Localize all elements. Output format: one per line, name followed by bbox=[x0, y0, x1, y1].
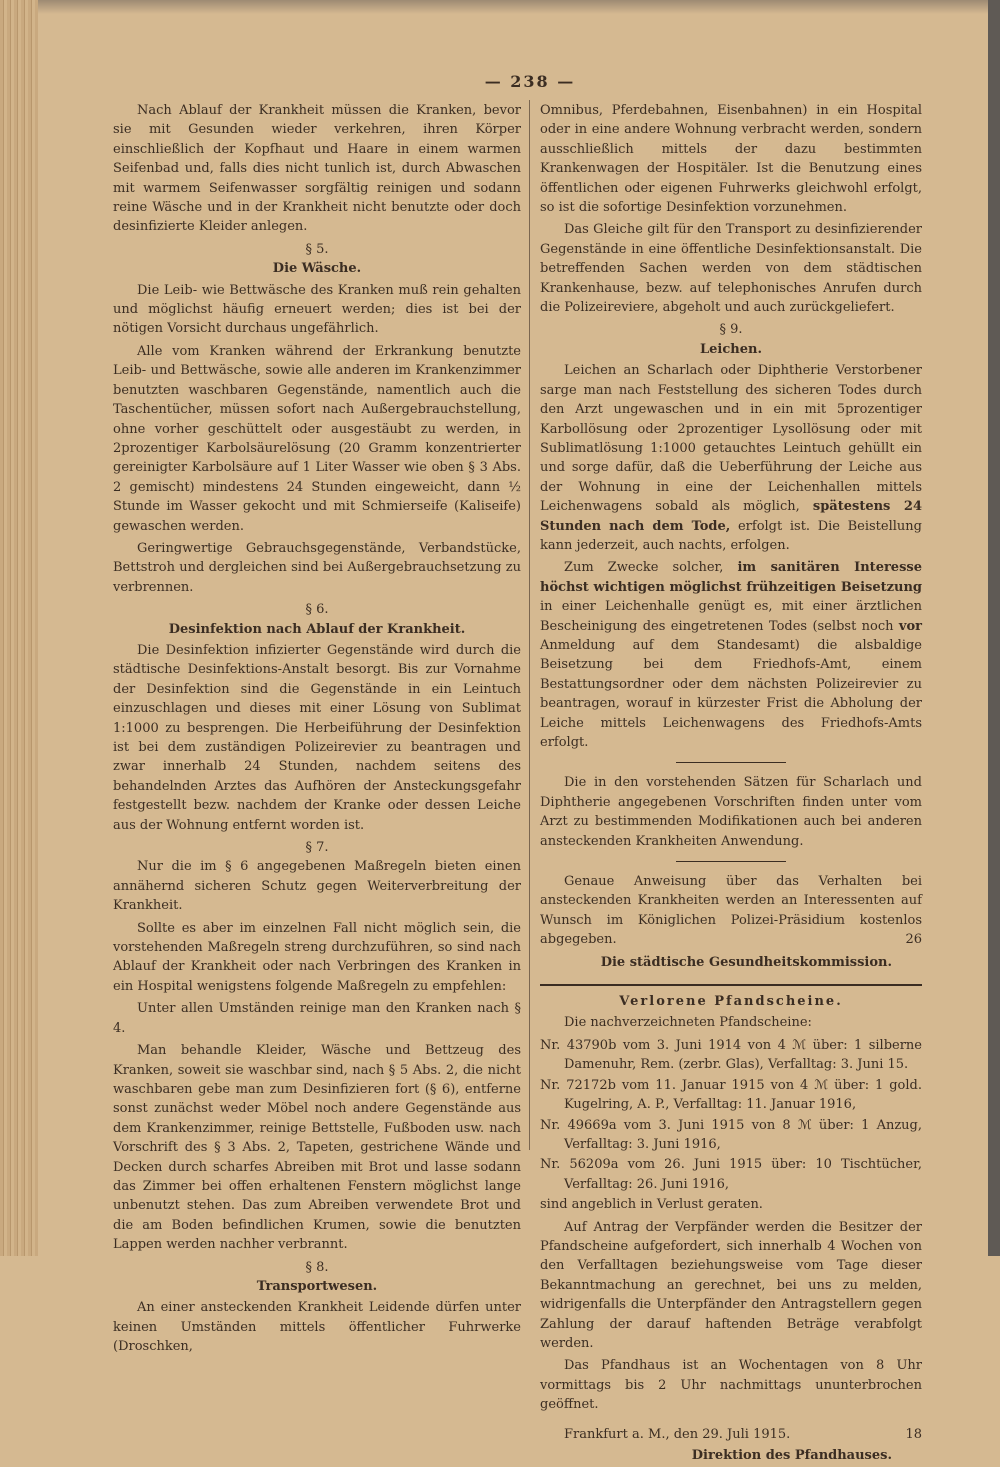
notice-separator bbox=[540, 984, 922, 986]
separator-rule bbox=[676, 762, 786, 763]
section-number: § 9. bbox=[719, 322, 743, 338]
scan-right-border bbox=[988, 0, 1000, 1256]
section-number: § 8. bbox=[305, 1259, 329, 1275]
paragraph bbox=[113, 1298, 521, 1356]
text-run: Die nachverzeichneten Pfandscheine: bbox=[564, 1015, 812, 1031]
paragraph bbox=[540, 361, 922, 555]
text-run: erfolgt ist. Die Beistellung kann jederzeit, auch nachts, erfolgen. bbox=[540, 518, 922, 553]
text-run: Die in den vorstehenden Sätzen für Scharlach und Diphtherie angegebenen Vorschriften finden unter vom Arzt zu bestimmenden Modifikationen auch bei anderen ansteckenden Krankheiten Anwendung. bbox=[540, 775, 922, 849]
text-run: Sollte es aber im einzelnen Fall nicht möglich sein, die vorstehenden Maßregeln streng durchzuführen, so sind nach Ablauf der Krankheit oder nach Verbringen des Kranken in ein Hospital wenigstens folgende Maßregeln zu empfehlen: bbox=[113, 920, 521, 994]
bold-text: spätestens 24 Stunden nach dem Tode, bbox=[540, 499, 922, 534]
signature: Die städtische Gesundheitskommission. bbox=[600, 954, 892, 970]
signature: Direktion des Pfandhauses. bbox=[691, 1448, 892, 1463]
paragraph bbox=[540, 101, 922, 217]
paragraph bbox=[540, 1116, 922, 1155]
text-run: Nr. 43790b vom 3. Juni 1914 von 4 ℳ über: 1 silberne Damenuhr, Rem. (zerbr. Glas), Verfalltag: 3. Juni 15. bbox=[540, 1037, 922, 1073]
paragraph bbox=[540, 1036, 922, 1075]
bold-text: vor bbox=[898, 618, 922, 634]
text-run: Geringwertige Gebrauchsgegenstände, Verbandstücke, Bettstroh und dergleichen sind bei Außergebrauchsetzung zu verbrennen. bbox=[113, 540, 521, 595]
scan-top-shadow bbox=[0, 0, 1000, 14]
paragraph bbox=[540, 220, 922, 317]
notice-number: 26 bbox=[905, 932, 922, 948]
text-run: Unter allen Umständen reinige man den Kranken nach § 4. bbox=[113, 1001, 521, 1036]
separator-rule bbox=[676, 861, 786, 862]
column-divider bbox=[529, 100, 530, 1150]
text-run: Zum Zwecke solcher, bbox=[564, 560, 738, 576]
text-run: Auf Antrag der Verpfänder werden die Besitzer der Pfandscheine aufgefordert, sich innerhalb 4 Wochen von den Verfalltagen beziehungsweise vom Tage dieser Bekanntmachung an gerechnet, bei uns zu melden, widrigenfalls die Unterpfänder den Antragstellern gegen Zahlung der darauf haftenden Beträge verabfolgt werden. bbox=[540, 1219, 922, 1351]
section-heading: Die Wäsche. bbox=[272, 261, 362, 277]
paragraph bbox=[540, 558, 922, 752]
left-column bbox=[113, 101, 521, 1360]
text-run: sind angeblich in Verlust geraten. bbox=[540, 1197, 763, 1213]
page-number: — 238 — bbox=[484, 72, 576, 91]
section-heading: Desinfektion nach Ablauf der Krankheit. bbox=[168, 621, 466, 637]
paragraph bbox=[113, 281, 521, 339]
text-run: Nur die im § 6 angegebenen Maßregeln bieten einen annähernd sicheren Schutz gegen Weiterverbreitung der Krankheit. bbox=[113, 859, 521, 914]
section-heading: Verlorene Pfandscheine. bbox=[619, 994, 843, 1010]
paragraph bbox=[540, 1218, 922, 1354]
paragraph bbox=[113, 342, 521, 536]
text-run: Leichen an Scharlach oder Diphtherie Verstorbener sarge man nach Feststellung des sicheren Todes durch den Arzt ungewaschen und in ein mit 5prozentiger Karbollösung oder 2prozentiger Lysollösung oder mit Sublimatlösung 1:1000 getauchtes Leintuch gehüllt ein und sorge dafür, daß die Ueberführung der Leiche aus der Wohnung in eine der Leichenhallen mittels Leichenwagens sobald als möglich, bbox=[540, 363, 922, 515]
dateline bbox=[540, 1425, 922, 1444]
section-heading: Leichen. bbox=[700, 341, 762, 357]
text-run: Die Leib- wie Bettwäsche des Kranken muß rein gehalten und möglichst häufig erneuert werden; dies ist bei der nötigen Vorsicht durchaus ungefährlich. bbox=[113, 282, 521, 337]
text-run: Das Pfandhaus ist an Wochentagen von 8 Uhr vormittags bis 2 Uhr nachmittags ununterbrochen geöffnet. bbox=[540, 1358, 922, 1413]
section-number: § 6. bbox=[305, 602, 329, 618]
section-heading: Transportwesen. bbox=[256, 1278, 378, 1294]
paragraph bbox=[540, 1155, 922, 1194]
paragraph bbox=[540, 1356, 922, 1414]
text-run: An einer ansteckenden Krankheit Leidende dürfen unter keinen Umständen mittels öffentlicher Fuhrwerke (Droschken, bbox=[113, 1300, 521, 1355]
text-run: Das Gleiche gilt für den Transport zu desinfizierender Gegenstände in eine öffentliche Desinfektionsanstalt. Die betreffenden Sachen werden von dem städtischen Krankenhause, bezw. auf telephonisches Anrufen durch die Polizeireviere, abgeholt und auch zurückgeliefert. bbox=[540, 222, 922, 316]
paragraph bbox=[113, 641, 521, 835]
paragraph bbox=[540, 773, 922, 851]
date-place: Frankfurt a. M., den 29. Juli 1915. bbox=[564, 1426, 791, 1442]
paragraph bbox=[113, 857, 521, 915]
section-number: § 7. bbox=[305, 840, 329, 856]
text-run: Anmeldung auf dem Standesamt) die alsbaldige Beisetzung bei dem Friedhofs-Amt, einem Bestattungsordner oder dem nächsten Polizeirevier zu beantragen, worauf in kürzester Frist die Abholung der Leiche mittels Leichenwagens des Friedhofs-Amts erfolgt. bbox=[540, 637, 922, 750]
text-run: Nr. 49669a vom 3. Juni 1915 von 8 ℳ über: 1 Anzug, Verfalltag: 3. Juni 1916, bbox=[540, 1117, 922, 1152]
text-run: Omnibus, Pferdebahnen, Eisenbahnen) in ein Hospital oder in eine andere Wohnung verbracht werden, sondern ausschließlich mittels der dazu bestimmten Krankenwagen der Hospitäler. Ist die Benutzung eines öffentlichen oder eigenen Fuhrwerks gleichwohl erfolgt, so ist die sofortige Desinfektion vorzunehmen. bbox=[540, 103, 922, 216]
book-page-edges bbox=[0, 0, 38, 1256]
paragraph bbox=[113, 101, 521, 237]
text-run: Die Desinfektion infizierter Gegenstände wird durch die städtische Desinfektions-Anstalt besorgt. Bis zur Vornahme der Desinfektion sind die Gegenstände in ein Leintuch einzuschlagen und dieses mit einer Lösung von Sublimat 1:1000 zu besprengen. Die Herbeiführung der Desinfektion ist bei dem zuständigen Polizeirevier zu beantragen und zwar innerhalb 24 Stunden, nachdem seitens des behandelnden Arztes das Aufhören der Ansteckungsgefahr festgestellt bezw. nachdem der Kranke oder dessen Leiche aus der Wohnung entfernt worden ist. bbox=[113, 642, 521, 833]
text-run: in einer Leichenhalle genügt es, mit einer ärztlichen Bescheinigung des eingetretenen Todes (selbst noch bbox=[540, 599, 922, 634]
paragraph bbox=[540, 1195, 922, 1214]
text-run: Nach Ablauf der Krankheit müssen die Kranken, bevor sie mit Gesunden wieder verkehren, ihren Körper einschließlich der Kopfhaut und Haare in einem warmen Seifenbad und, falls dies nicht tunlich ist, durch Abwaschen mit warmem Seifenwasser sorgfältig reinigen und sodann reine Wäsche und in der Krankheit nicht benutzte oder doch desinfizierte Kleider anlegen. bbox=[113, 103, 521, 235]
bold-text: im sanitären Interesse höchst wichtigen möglichst frühzeitigen Beisetzung bbox=[540, 560, 922, 595]
paragraph bbox=[540, 872, 922, 950]
paragraph bbox=[113, 919, 521, 997]
right-column bbox=[540, 101, 922, 1467]
text-run: Genaue Anweisung über das Verhalten bei ansteckenden Krankheiten werden an Interessenten auf Wunsch im Königlichen Polizei-Präsidium kostenlos abgegeben. bbox=[540, 874, 922, 948]
section-number: § 5. bbox=[305, 241, 329, 257]
notice-number: 18 bbox=[905, 1426, 922, 1442]
text-run: Alle vom Kranken während der Erkrankung benutzte Leib- und Bettwäsche, sowie alle anderen im Krankenzimmer benutzten waschbaren Gegenstände, namentlich auch die Taschentücher, müssen sofort nach Außergebrauchstellung, ohne vorher geschüttelt oder ausgestäubt zu werden, in 2prozentiger Karbolsäurelösung (20 Gramm konzentrierter gereinigter Karbolsäure auf 1 Liter Wasser wie oben § 3 Abs. 2 gemischt) mindestens 24 Stunden eingeweicht, dann ½ Stunde im Wasser gekocht und mit Schmierseife (Kaliseife) gewaschen werden. bbox=[113, 343, 521, 534]
paragraph bbox=[113, 539, 521, 597]
text-run: Man behandle Kleider, Wäsche und Bettzeug des Kranken, soweit sie waschbar sind, nach § 5 Abs. 2, die nicht waschbaren gebe man zum Desinfizieren fort (§ 6), entferne sonst zunächst weder Möbel noch andere Gegenstände aus dem Krankenzimmer, reinige Bettstelle, Fußboden usw. nach Vorschrift des § 3 Abs. 2, Tapeten, gestrichene Wände und Decken durch scharfes Abreiben mit Brot und lasse sodann das Zimmer bei offen erhaltenen Fenstern möglichst lange unbenutzt stehen. Das zum Abreiben verwendete Brot und die am Boden befindlichen Krumen, sowie die benutzten Lappen werden nachher verbrannt. bbox=[113, 1043, 521, 1253]
paragraph bbox=[113, 1041, 521, 1254]
paragraph bbox=[540, 1076, 922, 1115]
paragraph bbox=[540, 1013, 922, 1032]
text-run: Nr. 72172b vom 11. Januar 1915 von 4 ℳ über: 1 gold. Kugelring, A. P., Verfalltag: 11. Januar 1916, bbox=[540, 1077, 922, 1113]
text-run: Nr. 56209a vom 26. Juni 1915 über: 10 Tischtücher, Verfalltag: 26. Juni 1916, bbox=[540, 1157, 922, 1192]
paragraph bbox=[113, 999, 521, 1038]
